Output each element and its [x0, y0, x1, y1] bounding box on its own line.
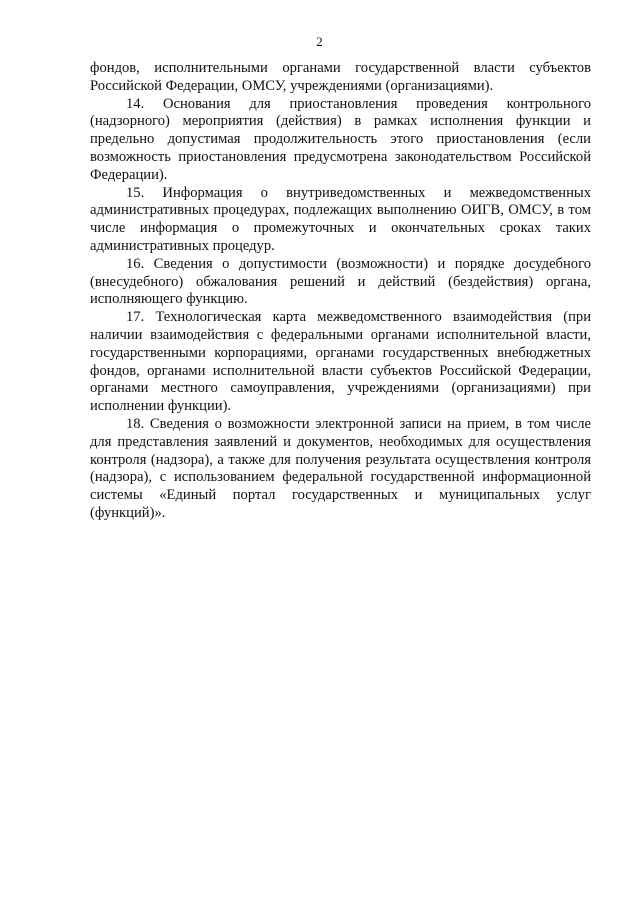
paragraph-item-16: 16. Сведения о допустимости (возможности) и порядке досудебного (внесудебного) обжалования решений и действий (бездействия) органа, исполняющего функцию. [90, 255, 591, 308]
paragraph-item-15: 15. Информация о внутриведомственных и межведомственных административных процедурах, подлежащих выполнению ОИГВ, ОМСУ, в том числе информация о промежуточных и окончательных сроках таких административных процедур. [90, 184, 591, 254]
paragraph-item-18: 18. Сведения о возможности электронной записи на прием, в том числе для представления заявлений и документов, необходимых для осуществления контроля (надзора), а также для получения результата осуществления контроля (надзора), с использованием федеральной государственной информационной системы «Единый портал государственных и муниципальных услуг (функций)». [90, 415, 591, 521]
paragraph-item-17: 17. Технологическая карта межведомственного взаимодействия (при наличии взаимодействия с федеральными органами исполнительной власти, государственными корпорациями, органами государственных внебюджетных фондов, органами исполнительной власти субъектов Российской Федерации, органами местного самоуправления, учреждениями (организациями) при исполнении функции). [90, 309, 591, 415]
paragraph-item-14: 14. Основания для приостановления проведения контрольного (надзорного) мероприятия (действия) в рамках исполнения функции и предельно допустимая продолжительность этого приостановления (если возможность приостановления предусмотрена законодательством Российской Федерации). [90, 95, 591, 183]
page-number: 2 [316, 34, 323, 49]
paragraph-continuation: фондов, исполнительными органами государственной власти субъектов Российской Федерации, ОМСУ, учреждениями (организациями). [90, 60, 591, 94]
document-body [90, 60, 591, 523]
